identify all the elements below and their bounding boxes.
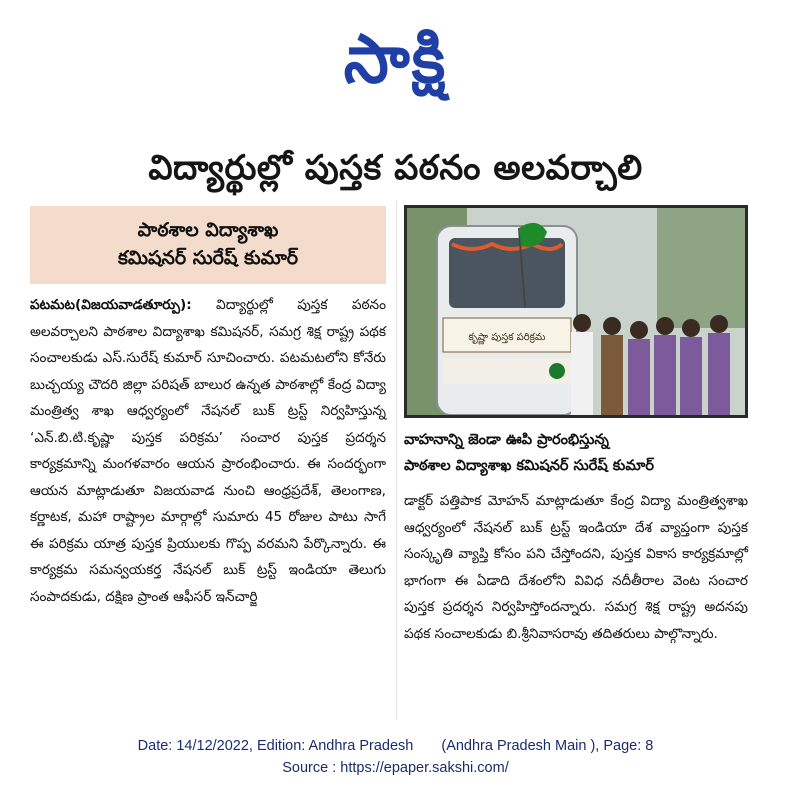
- photo-caption: [404, 427, 748, 479]
- footer-date-line: [0, 735, 791, 757]
- caption-line-2: పాఠశాల విద్యాశాఖ కమిషనర్ సురేష్ కుమార్: [404, 458, 654, 474]
- newspaper-logo: సాక్షి: [343, 21, 448, 99]
- article-body-right: డాక్టర్ పత్తిపాక మోహన్ మాట్లాడుతూ కేంద్ర విద్యా మంత్రిత్వశాఖ ఆధ్వర్యంలో నేషనల్ బుక్ ట్రస్ట్ ఇండియా దేశ వ్యాప్తంగా పుస్తక సంస్కృతి వ్యాప్తి కోసం పని చేస్తోందని, పుస్తక వికాస కార్యక్రమాల్లో భాగంగా ఈ ఏడాది దేశంలోని వివిధ నదీతీరాల వెంట సంచార పుస్తక ప్రదర్శన నిర్వహిస్తోందన్నారు. సమగ్ర శిక్ష రాష్ట్ర అదనపు పథక సంచాలకుడు బి.శ్రీనివాసరావు తదితరులు పాల్గొన్నారు.: [404, 493, 748, 642]
- dateline: పటమట(విజయవాడతూర్పు):: [30, 297, 192, 313]
- article-photo: [404, 205, 748, 418]
- article-body-left: [30, 292, 386, 610]
- footer-page: (Andhra Pradesh Main ), Page: 8: [441, 738, 654, 754]
- subhead-line-1: పాఠశాల విద్యాశాఖ: [137, 219, 279, 242]
- tree-right: [657, 208, 745, 328]
- article-headline: విద్యార్థుల్లో పుస్తక పఠనం అలవర్చాలి: [148, 148, 643, 188]
- clipping-footer: [0, 735, 791, 779]
- footer-source: Source : https://epaper.sakshi.com/: [282, 760, 509, 776]
- bus-emblem: [549, 363, 565, 379]
- bus-flag-off-illustration: [407, 208, 745, 415]
- caption-line-1: వాహనాన్ని జెండా ఊపి ప్రారంభిస్తున్న: [404, 432, 609, 448]
- left-body-text: విద్యార్థుల్లో పుస్తక పఠనం అలవర్చాలని పాఠశాల విద్యాశాఖ కమిషనర్, సమగ్ర శిక్ష రాష్ట్ర పథక సంచాలకుడు ఎస్.సురేష్ కుమార్ సూచించారు. పటమటలోని కోనేరు బుచ్చయ్య చౌదరి జిల్లా పరిషత్ బాలుర ఉన్నత పాఠశాల్లో కేంద్ర విద్యా మంత్రిత్వ శాఖ ఆధ్వర్యంలో నేషనల్ బుక్ ట్రస్ట్ నిర్వహిస్తున్న ‘ఎన్.బి.టి.కృష్ణా పుస్తక పరిక్రమ’ సంచార పుస్తక ప్రదర్శన కార్యక్రమాన్ని మంగళవారం ఆయన ప్రారంభించారు. ఈ సందర్భంగా ఆయన మాట్లాడుతూ విజయవాడ నుంచి ఆంధ్రప్రదేశ్, తెలంగాణ, కర్ణాటక, మహా రాష్ట్రాల మార్గాల్లో సుమారు 45 రోజుల పాటు సాగే ఈ పరిక్రమ యాత్ర పుస్తక ప్రియులకు గొప్ప వరమని పేర్కొన్నారు. ఈ కార్యక్రమ సమన్వయకర్త నేషనల్ బుక్ ట్రస్ట్ ఇండియా తెలుగు సంపాదకుడు, దక్షిణ ప్రాంత ఆఫీసర్ ఇన్‌చార్జి: [30, 297, 386, 605]
- footer-date-edition: Date: 14/12/2022, Edition: Andhra Pradesh: [137, 738, 414, 754]
- subhead-line-2: కమిషనర్ సురేష్ కుమార్: [117, 247, 299, 269]
- masthead: [0, 14, 791, 106]
- column-divider: [396, 200, 397, 720]
- article-subhead: [30, 206, 386, 284]
- bus-banner-text: కృష్ణా పుస్తక పరిక్రమ: [468, 332, 546, 343]
